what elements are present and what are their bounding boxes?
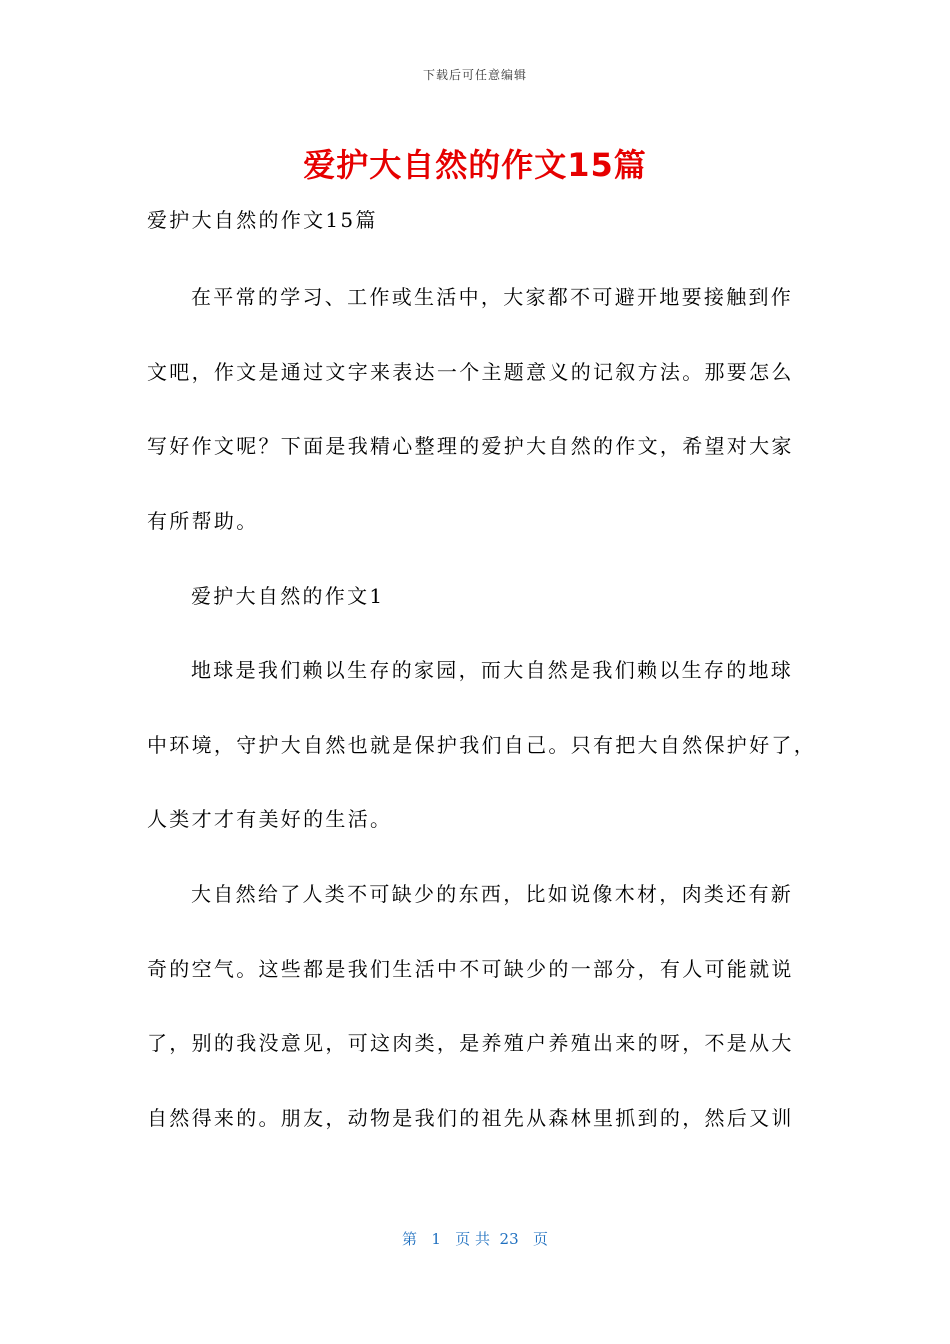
paragraph-line: 奇的空气。这些都是我们生活中不可缺少的一部分，有人可能就说 <box>147 957 794 981</box>
paragraph-line: 在平常的学习、工作或生活中，大家都不可避开地要接触到作 <box>191 285 794 309</box>
paragraph-line: 大自然给了人类不可缺少的东西，比如说像木材，肉类还有新 <box>191 882 794 906</box>
section-heading: 爱护大自然的作文1 <box>191 584 385 608</box>
document-title: 爱护大自然的作文15篇 <box>303 146 647 184</box>
footer-middle: 页 共 <box>455 1230 490 1248</box>
paragraph-line: 写好作文呢？下面是我精心整理的爱护大自然的作文，希望对大家 <box>147 434 794 458</box>
paragraph-line: 自然得来的。朋友，动物是我们的祖先从森林里抓到的，然后又训 <box>147 1106 794 1130</box>
paragraph-line: 地球是我们赖以生存的家园，而大自然是我们赖以生存的地球 <box>191 658 794 682</box>
subtitle: 爱护大自然的作文15篇 <box>147 208 378 232</box>
paragraph-line: 人类才才有美好的生活。 <box>147 807 393 831</box>
paragraph-line: 文吧，作文是通过文字来表达一个主题意义的记叙方法。那要怎么 <box>147 360 794 384</box>
footer-total-pages: 23 <box>499 1230 519 1248</box>
paragraph-line: 了，别的我没意见，可这肉类，是养殖户养殖出来的呀，不是从大 <box>147 1031 794 1055</box>
footer-page-number: 1 <box>431 1230 441 1248</box>
footer-suffix: 页 <box>532 1230 548 1248</box>
header-note: 下载后可任意编辑 <box>422 68 527 82</box>
paragraph-line: 有所帮助。 <box>147 509 259 533</box>
footer-prefix: 第 <box>402 1230 418 1248</box>
page-footer <box>0 1228 950 1249</box>
paragraph-line: 中环境，守护大自然也就是保护我们自己。只有把大自然保护好了， <box>147 733 816 757</box>
